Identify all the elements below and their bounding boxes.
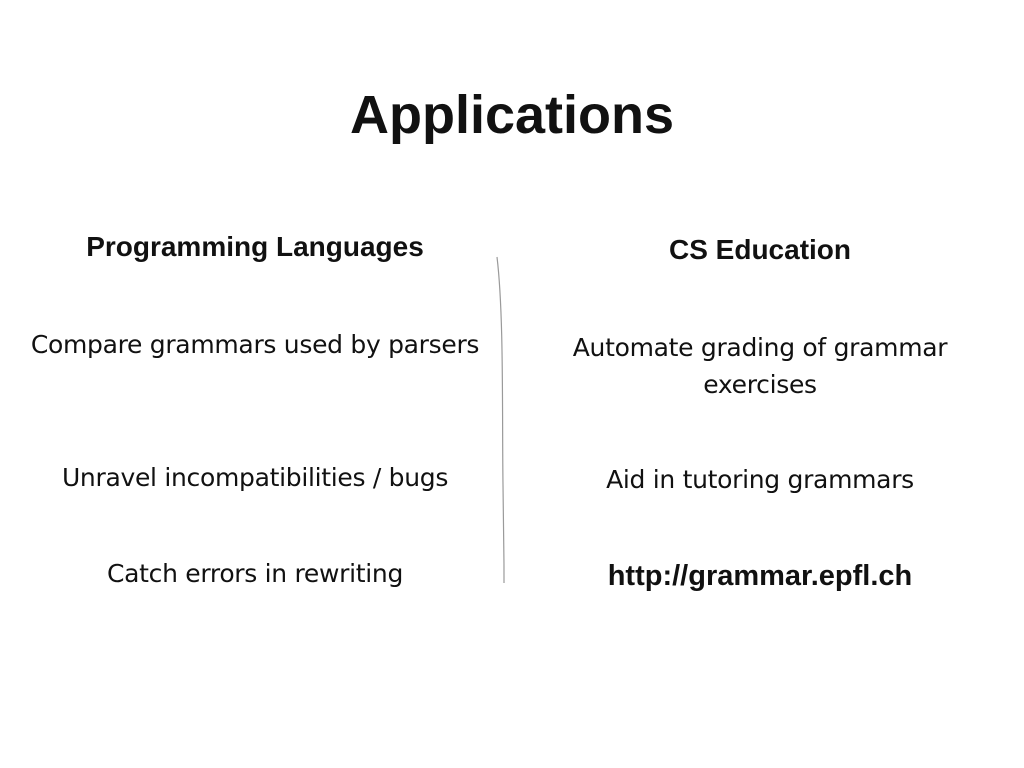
- right-column-heading: CS Education: [668, 234, 851, 265]
- left-item-catch-errors: Catch errors in rewriting: [106, 559, 404, 588]
- left-item-unravel-bugs: Unravel incompatibilities / bugs: [61, 463, 449, 492]
- column-divider: [495, 255, 509, 585]
- grammar-link[interactable]: http://grammar.epfl.ch: [607, 560, 913, 592]
- left-column-heading: Programming Languages: [86, 231, 424, 262]
- slide-title: Applications: [349, 85, 675, 145]
- right-item-automate-grading: Automate grading of grammar exercises: [572, 333, 948, 399]
- left-item-compare-grammars: Compare grammars used by parsers: [30, 330, 480, 359]
- right-item-aid-tutoring: Aid in tutoring grammars: [606, 465, 914, 494]
